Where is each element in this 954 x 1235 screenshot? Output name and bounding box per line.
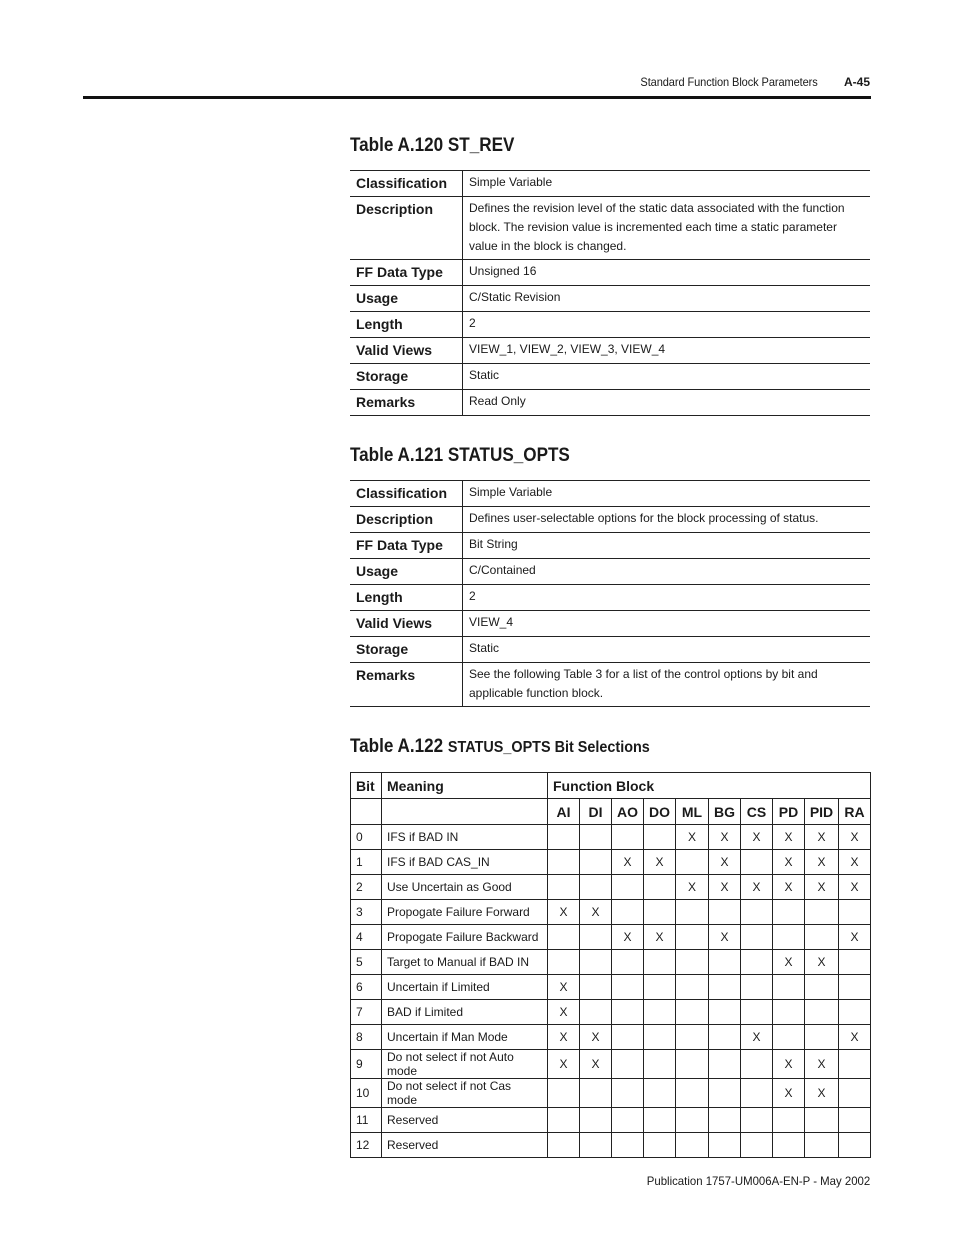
mark-cell: [741, 925, 773, 950]
bit-cell: 12: [351, 1133, 382, 1158]
block-header: PD: [773, 799, 805, 825]
mark-cell: [741, 850, 773, 875]
table-row: [350, 611, 870, 637]
row-key: FF Data Type: [350, 533, 463, 559]
mark-cell: X: [773, 1079, 805, 1108]
table-row: [350, 171, 870, 197]
mark-cell: [709, 1025, 741, 1050]
table-row: [350, 559, 870, 585]
table-row: [350, 260, 870, 286]
mark-cell: [676, 925, 709, 950]
column-header-function-block: Function Block: [548, 773, 871, 799]
mark-cell: [741, 1079, 773, 1108]
row-value: Defines user-selectable options for the block processing of status.: [463, 507, 871, 533]
mark-cell: [644, 875, 676, 900]
mark-cell: X: [839, 875, 871, 900]
mark-cell: X: [548, 975, 580, 1000]
mark-cell: [709, 950, 741, 975]
mark-cell: [805, 925, 839, 950]
meaning-cell: Propogate Failure Backward: [382, 925, 548, 950]
mark-cell: [644, 825, 676, 850]
row-value: Defines the revision level of the static data associated with the function block. The revision value is incremented each time a static parameter value in the block is changed.: [463, 197, 871, 260]
row-key: Valid Views: [350, 338, 463, 364]
mark-cell: X: [741, 875, 773, 900]
mark-cell: [741, 1133, 773, 1158]
mark-cell: [773, 975, 805, 1000]
row-key: Storage: [350, 637, 463, 663]
mark-cell: [709, 1000, 741, 1025]
mark-cell: [805, 1108, 839, 1133]
mark-cell: X: [580, 1050, 612, 1079]
mark-cell: [644, 900, 676, 925]
mark-cell: [805, 1025, 839, 1050]
row-value: C/Contained: [463, 559, 871, 585]
row-value: Simple Variable: [463, 171, 871, 197]
mark-cell: [580, 1133, 612, 1158]
mark-cell: [839, 1050, 871, 1079]
bit-cell: 8: [351, 1025, 382, 1050]
table-row: [351, 1000, 871, 1025]
table-a122-title-sub: STATUS_OPTS Bit Selections: [447, 739, 650, 756]
table-a122: [350, 772, 871, 1158]
mark-cell: X: [805, 1050, 839, 1079]
block-header: PID: [805, 799, 839, 825]
mark-cell: [709, 1108, 741, 1133]
page-header: [0, 70, 870, 94]
mark-cell: X: [548, 1050, 580, 1079]
mark-cell: [612, 975, 644, 1000]
mark-cell: X: [773, 850, 805, 875]
mark-cell: [676, 1108, 709, 1133]
mark-cell: X: [839, 1025, 871, 1050]
mark-cell: [676, 1133, 709, 1158]
meaning-cell: Uncertain if Limited: [382, 975, 548, 1000]
bit-cell: 3: [351, 900, 382, 925]
row-value: 2: [463, 585, 871, 611]
mark-cell: X: [773, 1050, 805, 1079]
table-row: [350, 338, 870, 364]
mark-cell: [612, 1133, 644, 1158]
mark-cell: X: [548, 900, 580, 925]
mark-cell: [709, 1050, 741, 1079]
mark-cell: [741, 1108, 773, 1133]
mark-cell: [741, 900, 773, 925]
mark-cell: X: [741, 1025, 773, 1050]
mark-cell: X: [773, 825, 805, 850]
mark-cell: [839, 1108, 871, 1133]
mark-cell: [839, 1133, 871, 1158]
row-value: C/Static Revision: [463, 286, 871, 312]
block-header: DO: [644, 799, 676, 825]
table-row: [351, 850, 871, 875]
table-row: [350, 507, 870, 533]
table-a122-title-main: Table A.122: [350, 736, 444, 757]
mark-cell: X: [805, 875, 839, 900]
mark-cell: X: [839, 850, 871, 875]
table-row: [351, 825, 871, 850]
mark-cell: [839, 1000, 871, 1025]
mark-cell: [548, 875, 580, 900]
row-value: Static: [463, 637, 871, 663]
row-value: Read Only: [463, 390, 871, 416]
mark-cell: X: [709, 825, 741, 850]
mark-cell: [773, 1000, 805, 1025]
page-footer: Publication 1757-UM006A-EN-P - May 2002: [646, 1174, 870, 1188]
mark-cell: X: [839, 925, 871, 950]
table-row: [351, 975, 871, 1000]
table-row: [351, 1025, 871, 1050]
row-key: Valid Views: [350, 611, 463, 637]
bit-cell: 9: [351, 1050, 382, 1079]
table-row: [350, 533, 870, 559]
meaning-cell: Reserved: [382, 1108, 548, 1133]
bit-cell: 6: [351, 975, 382, 1000]
mark-cell: [676, 1050, 709, 1079]
mark-cell: [644, 1025, 676, 1050]
row-value: Static: [463, 364, 871, 390]
mark-cell: X: [709, 850, 741, 875]
mark-cell: [644, 1108, 676, 1133]
table-row: [351, 1079, 871, 1108]
table-row: [350, 390, 870, 416]
block-header: RA: [839, 799, 871, 825]
table-row: [351, 1133, 871, 1158]
table-a121-title: Table A.121 STATUS_OPTS: [350, 445, 570, 466]
mark-cell: [612, 1025, 644, 1050]
row-key: Usage: [350, 286, 463, 312]
mark-cell: [644, 1000, 676, 1025]
mark-cell: [709, 1133, 741, 1158]
mark-cell: [612, 1108, 644, 1133]
row-key: Length: [350, 585, 463, 611]
mark-cell: [580, 925, 612, 950]
bit-cell: 7: [351, 1000, 382, 1025]
header-row: [351, 773, 871, 799]
row-key: Classification: [350, 171, 463, 197]
mark-cell: [612, 825, 644, 850]
mark-cell: [839, 950, 871, 975]
mark-cell: [773, 1025, 805, 1050]
meaning-cell: Target to Manual if BAD IN: [382, 950, 548, 975]
mark-cell: X: [805, 1079, 839, 1108]
row-key: Classification: [350, 481, 463, 507]
table-row: [351, 1050, 871, 1079]
bit-cell: 0: [351, 825, 382, 850]
mark-cell: [612, 900, 644, 925]
meaning-cell: Propogate Failure Forward: [382, 900, 548, 925]
mark-cell: [709, 900, 741, 925]
mark-cell: [644, 1133, 676, 1158]
row-value: VIEW_4: [463, 611, 871, 637]
mark-cell: [612, 950, 644, 975]
mark-cell: X: [548, 1025, 580, 1050]
mark-cell: [676, 1079, 709, 1108]
table-row: [350, 364, 870, 390]
header-rule: [83, 96, 871, 99]
header-page-number: A-45: [843, 75, 870, 89]
block-header-row: [351, 799, 871, 825]
meaning-cell: Uncertain if Man Mode: [382, 1025, 548, 1050]
block-header: AO: [612, 799, 644, 825]
mark-cell: [580, 850, 612, 875]
mark-cell: [805, 900, 839, 925]
empty-cell: [382, 799, 548, 825]
table-row: [350, 481, 870, 507]
mark-cell: [839, 1079, 871, 1108]
column-header-meaning: Meaning: [382, 773, 548, 799]
mark-cell: X: [773, 875, 805, 900]
mark-cell: X: [773, 950, 805, 975]
block-header: ML: [676, 799, 709, 825]
bit-cell: 10: [351, 1079, 382, 1108]
mark-cell: [548, 1079, 580, 1108]
mark-cell: [580, 1000, 612, 1025]
mark-cell: X: [612, 925, 644, 950]
row-key: Remarks: [350, 663, 463, 707]
mark-cell: [548, 850, 580, 875]
table-row: [351, 875, 871, 900]
table-a120: [350, 170, 870, 416]
bit-cell: 2: [351, 875, 382, 900]
mark-cell: [839, 900, 871, 925]
mark-cell: [548, 925, 580, 950]
row-key: Usage: [350, 559, 463, 585]
table-row: [350, 197, 870, 260]
bit-cell: 5: [351, 950, 382, 975]
mark-cell: [741, 1050, 773, 1079]
mark-cell: [548, 950, 580, 975]
mark-cell: X: [580, 1025, 612, 1050]
meaning-cell: IFS if BAD IN: [382, 825, 548, 850]
mark-cell: [612, 1050, 644, 1079]
block-header: AI: [548, 799, 580, 825]
mark-cell: X: [839, 825, 871, 850]
mark-cell: X: [805, 825, 839, 850]
mark-cell: [548, 825, 580, 850]
mark-cell: [644, 975, 676, 1000]
mark-cell: [676, 975, 709, 1000]
table-row: [351, 950, 871, 975]
column-header-bit: Bit: [351, 773, 382, 799]
meaning-cell: Do not select if not Cas mode: [382, 1079, 548, 1108]
table-row: [350, 312, 870, 338]
row-value: VIEW_1, VIEW_2, VIEW_3, VIEW_4: [463, 338, 871, 364]
table-row: [350, 585, 870, 611]
meaning-cell: IFS if BAD CAS_IN: [382, 850, 548, 875]
empty-cell: [351, 799, 382, 825]
mark-cell: [612, 1079, 644, 1108]
meaning-cell: Use Uncertain as Good: [382, 875, 548, 900]
mark-cell: [805, 975, 839, 1000]
table-a120-title: Table A.120 ST_REV: [350, 135, 515, 156]
mark-cell: [676, 1025, 709, 1050]
table-row: [350, 663, 870, 707]
mark-cell: [676, 950, 709, 975]
meaning-cell: BAD if Limited: [382, 1000, 548, 1025]
mark-cell: X: [644, 925, 676, 950]
mark-cell: [644, 1050, 676, 1079]
mark-cell: [773, 925, 805, 950]
block-header: CS: [741, 799, 773, 825]
mark-cell: [741, 1000, 773, 1025]
mark-cell: [741, 975, 773, 1000]
mark-cell: [709, 1079, 741, 1108]
row-value: 2: [463, 312, 871, 338]
row-key: Length: [350, 312, 463, 338]
bit-cell: 1: [351, 850, 382, 875]
mark-cell: X: [805, 950, 839, 975]
mark-cell: [548, 1108, 580, 1133]
header-section-title: Standard Function Block Parameters: [640, 75, 818, 89]
meaning-cell: Do not select if not Auto mode: [382, 1050, 548, 1079]
bit-cell: 11: [351, 1108, 382, 1133]
mark-cell: [548, 1133, 580, 1158]
mark-cell: [709, 975, 741, 1000]
mark-cell: [580, 825, 612, 850]
row-value: Unsigned 16: [463, 260, 871, 286]
mark-cell: X: [548, 1000, 580, 1025]
mark-cell: [773, 1108, 805, 1133]
table-a122-title: [350, 736, 650, 758]
mark-cell: X: [676, 875, 709, 900]
mark-cell: [773, 1133, 805, 1158]
mark-cell: [580, 950, 612, 975]
mark-cell: [773, 900, 805, 925]
table-a121: [350, 480, 870, 707]
row-key: FF Data Type: [350, 260, 463, 286]
table-row: [350, 286, 870, 312]
mark-cell: [676, 900, 709, 925]
block-header: DI: [580, 799, 612, 825]
mark-cell: [612, 875, 644, 900]
row-value: See the following Table 3 for a list of the control options by bit and applicable function block.: [463, 663, 871, 707]
mark-cell: [805, 1133, 839, 1158]
mark-cell: X: [676, 825, 709, 850]
meaning-cell: Reserved: [382, 1133, 548, 1158]
row-value: Bit String: [463, 533, 871, 559]
mark-cell: X: [612, 850, 644, 875]
mark-cell: X: [805, 850, 839, 875]
mark-cell: [580, 875, 612, 900]
mark-cell: X: [644, 850, 676, 875]
mark-cell: [741, 950, 773, 975]
table-row: [351, 925, 871, 950]
bit-cell: 4: [351, 925, 382, 950]
mark-cell: [644, 1079, 676, 1108]
mark-cell: [805, 1000, 839, 1025]
mark-cell: X: [709, 925, 741, 950]
row-key: Description: [350, 507, 463, 533]
mark-cell: [839, 975, 871, 1000]
table-row: [350, 637, 870, 663]
mark-cell: [612, 1000, 644, 1025]
mark-cell: [676, 1000, 709, 1025]
mark-cell: [580, 1079, 612, 1108]
mark-cell: [644, 950, 676, 975]
block-header: BG: [709, 799, 741, 825]
table-row: [351, 900, 871, 925]
table-row: [351, 1108, 871, 1133]
mark-cell: X: [580, 900, 612, 925]
row-key: Storage: [350, 364, 463, 390]
row-value: Simple Variable: [463, 481, 871, 507]
mark-cell: [676, 850, 709, 875]
mark-cell: X: [741, 825, 773, 850]
mark-cell: X: [709, 875, 741, 900]
row-key: Description: [350, 197, 463, 260]
mark-cell: [580, 1108, 612, 1133]
row-key: Remarks: [350, 390, 463, 416]
mark-cell: [580, 975, 612, 1000]
